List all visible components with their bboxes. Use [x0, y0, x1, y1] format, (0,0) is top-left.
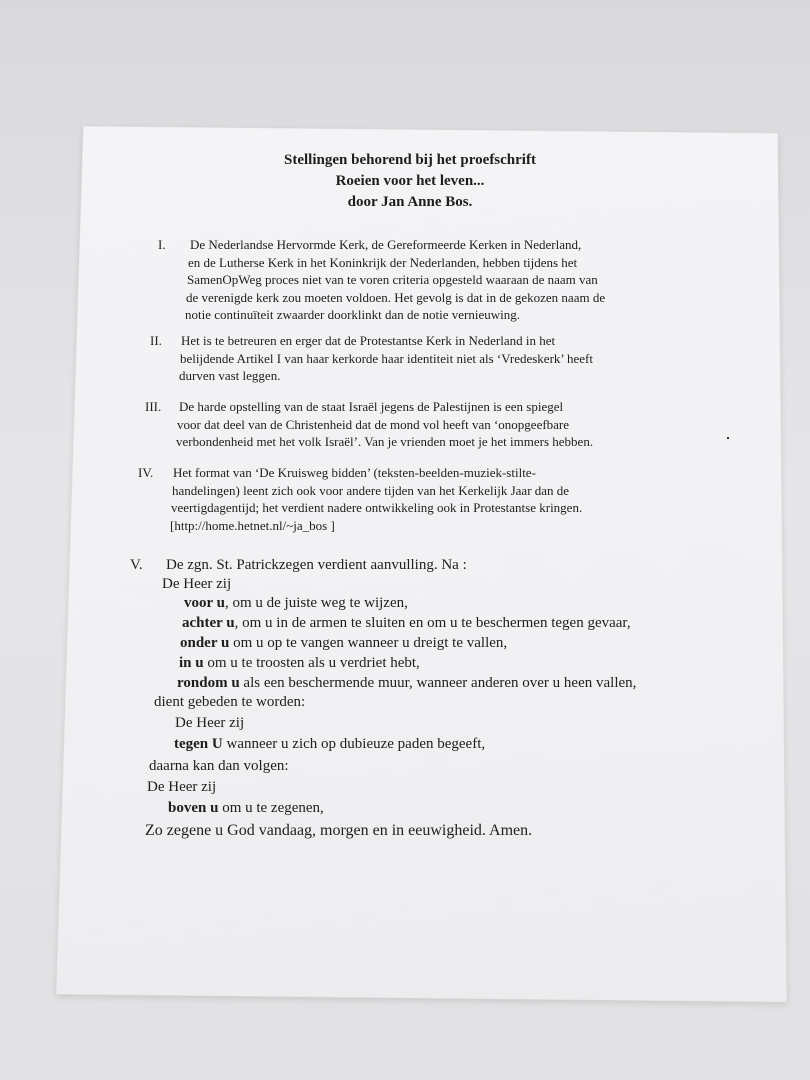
blessing-lord-line: De Heer zij	[175, 715, 245, 731]
thesis-5-number: V.	[130, 557, 143, 573]
blessing-line-achter	[182, 613, 631, 634]
blessing-text: om u te zegenen,	[218, 800, 324, 816]
blessing-line-voor	[184, 593, 408, 614]
blessing-text: als een beschermende muur, wanneer anderen over u heen vallen,	[239, 675, 637, 691]
text-line: notie continuïteit zwaarder doorklinkt dan de notie vernieuwing.	[185, 307, 521, 322]
text-line: De Nederlandse Hervormde Kerk, de Gereformeerde Kerken in Nederland,	[190, 237, 582, 252]
blessing-keyword: tegen U	[174, 736, 223, 752]
blessing-line-tegen	[174, 734, 485, 755]
blessing-text: om u te troosten als u verdriet hebt,	[203, 655, 420, 671]
blessing-keyword: voor u	[184, 595, 225, 611]
thesis-2-number: II.	[150, 333, 162, 348]
text-line: voor dat deel van de Christenheid dat de mond vol heeft van ‘onopgeefbare	[177, 416, 570, 432]
blessing-transition: daarna kan dan volgen:	[149, 758, 289, 774]
thesis-1-number: I.	[158, 237, 166, 252]
text-line: durven vast leggen.	[179, 368, 281, 383]
blessing-lord-line: De Heer zij	[147, 779, 217, 795]
thesis-5-intro: De zgn. St. Patrickzegen verdient aanvulling. Na :	[166, 557, 467, 573]
text-line: SamenOpWeg proces niet van te voren criteria opgesteld waaraan de naam van	[187, 272, 598, 287]
text-line: Het format van ‘De Kruisweg bidden’ (teksten-beelden-muziek-stilte-	[173, 465, 536, 480]
text-line: veertigdagentijd; het verdient nadere ontwikkeling ook in Protestantse kringen.	[171, 500, 583, 515]
blessing-text: , om u in de armen te sluiten en om u te beschermen tegen gevaar,	[234, 615, 631, 631]
thesis-3-text	[176, 398, 594, 451]
blessing-keyword: in u	[179, 655, 204, 671]
blessing-closing: Zo zegene u God vandaag, morgen en in eeuwigheid. Amen.	[145, 822, 533, 839]
title-line: Stellingen behorend bij het proefschrift	[284, 152, 536, 168]
blessing-text: wanneer u zich op dubieuze paden begeeft,	[222, 736, 486, 752]
thesis-4-text	[170, 464, 583, 534]
text-line: verbondenheid met het volk Israël’. Van je vrienden moet je het immers hebben.	[176, 434, 594, 449]
thesis-2-text	[181, 332, 593, 385]
title-line: Roeien voor het leven...	[335, 173, 485, 189]
thesis-3-number: III.	[145, 399, 162, 414]
text-line: De harde opstelling van de staat Israël jegens de Palestijnen is een spiegel	[179, 399, 564, 414]
blessing-line-onder	[180, 633, 507, 654]
text-line: Het is te betreuren en erger dat de Protestantse Kerk in Nederland in het	[181, 333, 556, 348]
thesis-1-text	[185, 236, 606, 324]
blessing-text: , om u de juiste weg te wijzen,	[224, 595, 408, 611]
blessing-lord-line: De Heer zij	[162, 576, 232, 592]
paper-speck	[727, 437, 729, 439]
text-line: de verenigde kerk zou moeten voldoen. Het gevolg is dat in de gekozen naam de	[186, 289, 606, 305]
blessing-keyword: onder u	[180, 635, 230, 651]
blessing-line-boven	[168, 798, 324, 819]
text-line: handelingen) leent zich ook voor andere tijden van het Kerkelijk Jaar dan de	[172, 482, 570, 498]
document-title	[240, 150, 580, 213]
blessing-line-rondom	[177, 673, 636, 694]
blessing-transition: dient gebeden te worden:	[154, 694, 306, 710]
blessing-line-in	[179, 653, 420, 674]
text-line: belijdende Artikel I van haar kerkorde haar identiteit niet als ‘Vredeskerk’ heeft	[180, 350, 593, 366]
blessing-keyword: rondom u	[177, 675, 240, 691]
blessing-keyword: boven u	[168, 800, 219, 816]
thesis-4-number: IV.	[138, 465, 154, 480]
blessing-keyword: achter u	[182, 615, 235, 631]
title-line: door Jan Anne Bos.	[347, 194, 473, 210]
blessing-text: om u op te vangen wanneer u dreigt te vallen,	[229, 635, 508, 651]
text-line: [http://home.hetnet.nl/~ja_bos ]	[170, 517, 335, 533]
text-line: en de Lutherse Kerk in het Koninkrijk der Nederlanden, hebben tijdens het	[188, 254, 578, 270]
